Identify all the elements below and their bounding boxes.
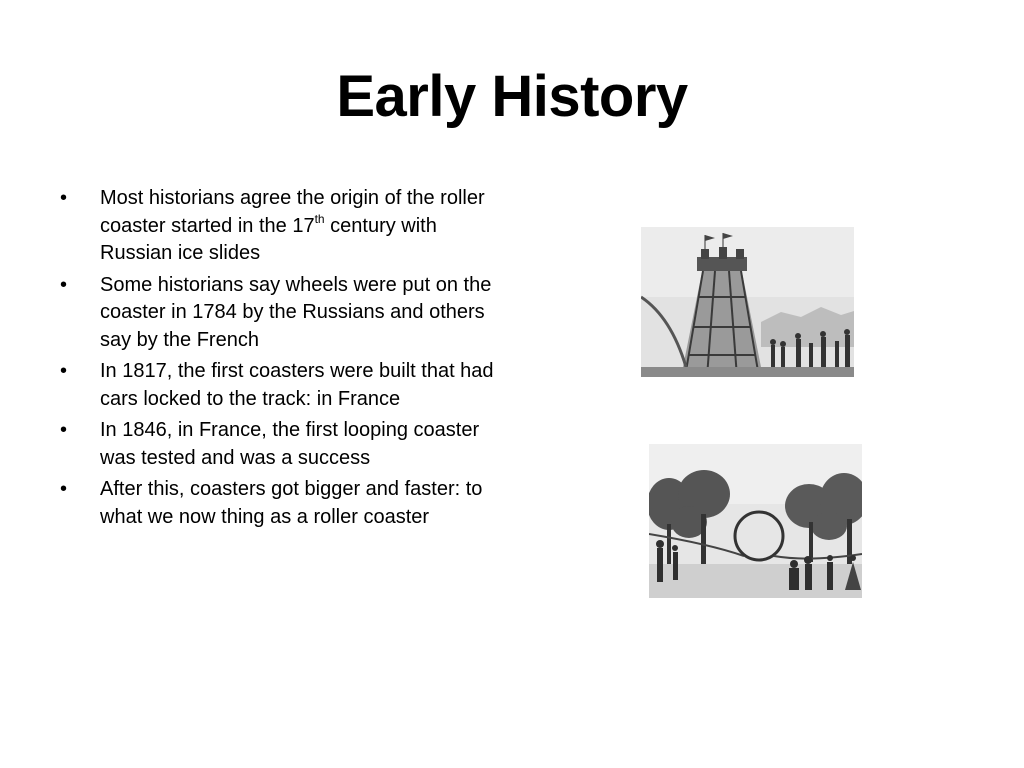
bullet-list <box>58 185 508 535</box>
slide-title: Early History <box>336 64 688 129</box>
ice-slide-engraving-image <box>641 227 854 377</box>
superscript-th: th <box>314 211 325 226</box>
bullet-text: Some historians say wheels were put on the coaster in 1784 by the Russians and others say by the French <box>100 273 492 351</box>
bullet-item <box>58 417 508 472</box>
looping-coaster-engraving-image <box>649 444 862 598</box>
bullet-text: In 1846, in France, the first looping coaster was tested and was a success <box>100 419 480 469</box>
bullet-item <box>58 272 508 355</box>
bullet-text: In 1817, the first coasters were built that had cars locked to the track: in France <box>100 360 494 410</box>
bullet-marker: • <box>60 273 68 296</box>
bullet-text: Most historians agree the origin of the roller coaster started in the 17th century with Russian ice slides <box>100 187 485 264</box>
bullet-marker: • <box>60 187 68 209</box>
bullet-item <box>58 185 508 268</box>
bullet-item <box>58 358 508 413</box>
bullet-marker: • <box>60 478 68 500</box>
bullet-text: After this, coasters got bigger and faster: to what we now thing as a roller coaster <box>100 478 483 528</box>
bullet-marker: • <box>60 360 68 382</box>
bullet-marker: • <box>60 419 68 441</box>
bullet-item <box>58 476 508 531</box>
